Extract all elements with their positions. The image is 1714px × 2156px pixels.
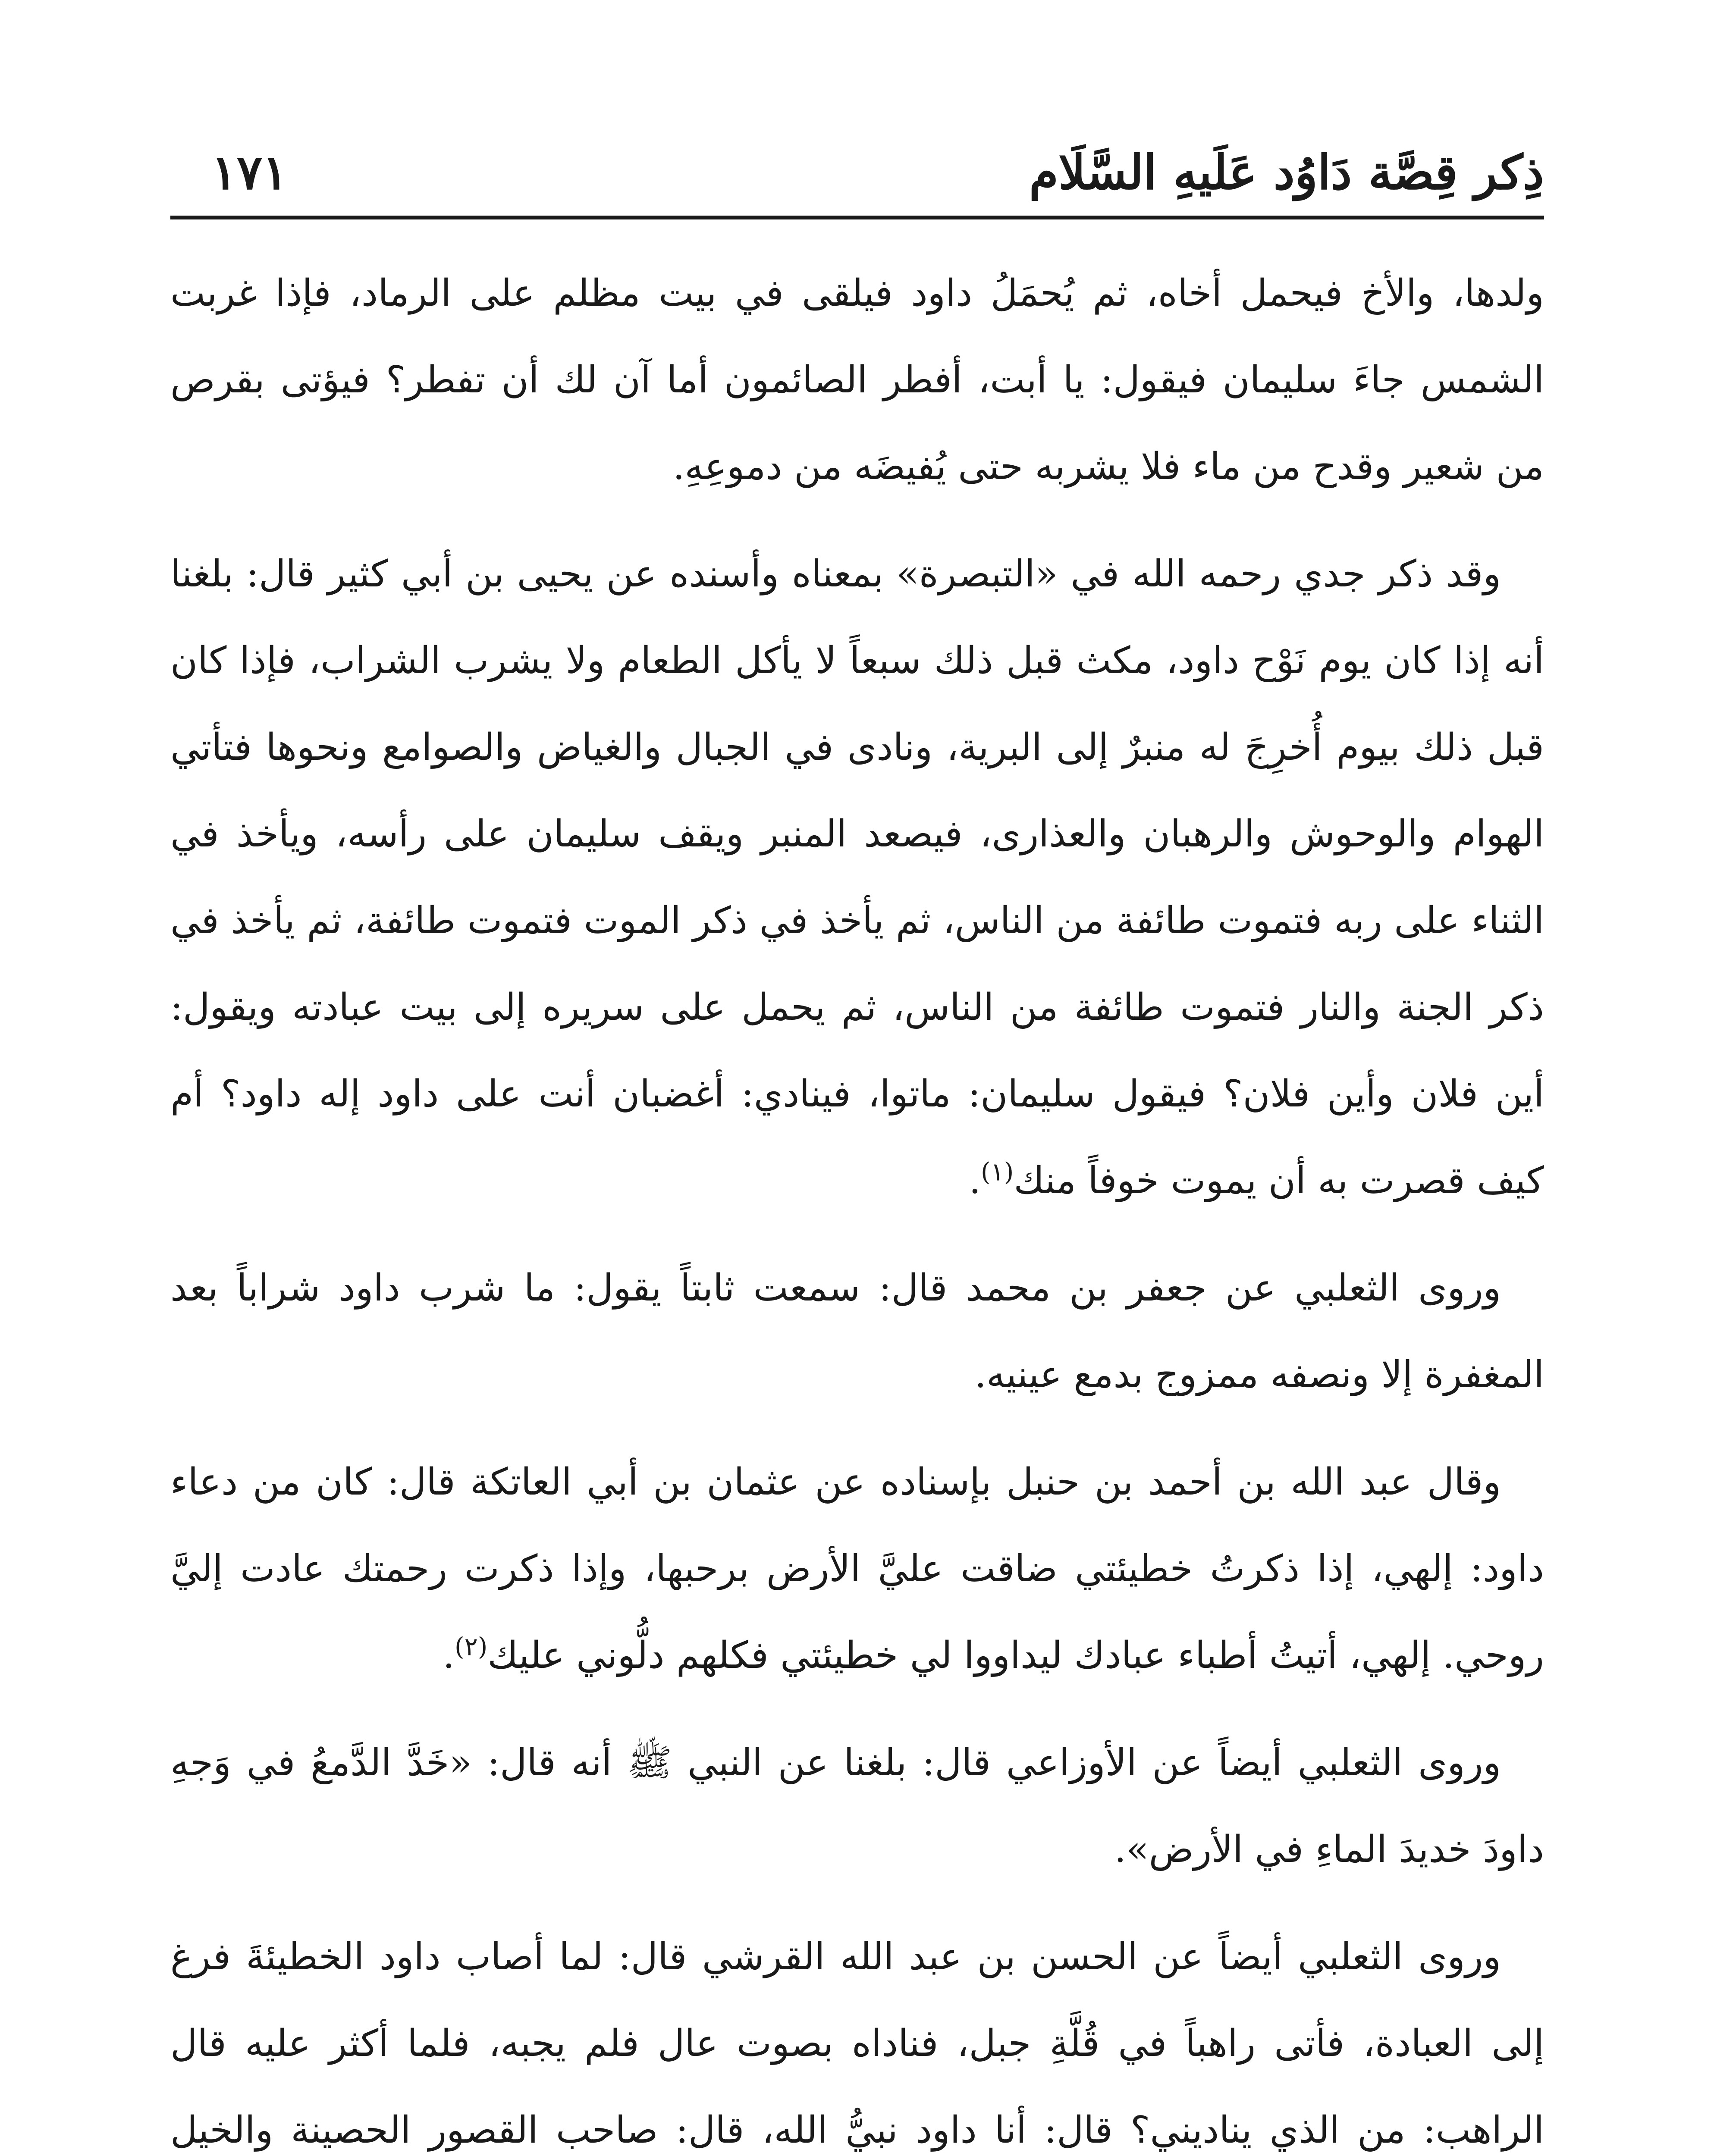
- book-page: [170, 129, 1544, 2156]
- paragraph-text: وقد ذكر جدي رحمه الله في «التبصرة» بمعناه وأسنده عن يحيى بن أبي كثير قال: بلغنا أنه إذا كان يوم نَوْح داود، مكث قبل ذلك سبعاً لا يأكل الطعام ولا يشرب الشراب، فإذا كان قبل ذلك بيوم أُخرِجَ له منبرٌ إلى البرية، ونادى في الجبال والغياض والصوامع ونحوها فتأتي الهوام والوحوش والرهبان والعذارى، فيصعد المنبر ويقف سليمان على رأسه، ويأخذ في الثناء على ربه فتموت طائفة من الناس، ثم يأخذ في ذكر الموت فتموت طائفة، ثم يأخذ في ذكر الجنة والنار فتموت طائفة من الناس، ثم يحمل على سريره إلى بيت عبادته ويقول: أين فلان وأين فلان؟ فيقول سليمان: ماتوا، فينادي: أغضبان أنت على داود إله داود؟ أم كيف قصرت به أن يموت خوفاً منك: [170, 552, 1544, 1202]
- paragraph-text: وقال عبد الله بن أحمد بن حنبل بإسناده عن عثمان بن أبي العاتكة قال: كان من دعاء داود: إلهي، إذا ذكرتُ خطيئتي ضاقت عليَّ الأرض برحبها، وإذا ذكرت رحمتك عادت إليَّ روحي. إلهي، أتيتُ أطباء عبادك ليداووا لي خطيئتي فكلهم دلُّوني عليك: [170, 1460, 1544, 1677]
- paragraph: [170, 1245, 1544, 1418]
- body-text: [170, 250, 1544, 2156]
- chapter-title: ذِكر قِصَّة دَاوُد عَلَيهِ السَّلَام: [1029, 144, 1544, 200]
- paragraph-text: وروى الثعلبي أيضاً عن الحسن بن عبد الله القرشي قال: لما أصاب داود الخطيئةَ فرغ إلى العبادة، فأتى راهباً في قُلَّةِ جبل، فناداه بصوت عال فلم يجبه، فلما أكثر عليه قال الراهب: من الذي يناديني؟ قال: أنا داود نبيُّ الله، قال: صاحب القصور الحصينة والخيل: [170, 1935, 1544, 2152]
- footnote-marker: (٢): [454, 1632, 488, 1661]
- paragraph: وقد ذكر جدي رحمه الله في «التبصرة» بمعناه وأسنده عن يحيى بن أبي كثير قال: بلغنا أنه إذا كان يوم نَوْح داود، مكث قبل ذلك سبعاً لا يأكل الطعام ولا يشرب الشراب، فإذا كان قبل ذلك بيوم أُخرِجَ له منبرٌ إلى البرية، ونادى في الجبال والغياض والصوامع ونحوها فتأتي الهوام والوحوش والرهبان والعذارى، فيصعد المنبر ويقف سليمان على رأسه، ويأخذ في الثناء على ربه فتموت طائفة من الناس، ثم يأخذ في ذكر الموت فتموت طائفة، ثم يأخذ في ذكر الجنة والنار فتموت طائفة من الناس، ثم يحمل على سريره إلى بيت عبادته ويقول: أين فلان وأين فلان؟ فيقول سليمان: ماتوا، فينادي: أغضبان أنت على داود إله داود؟ أم كيف قصرت به أن يموت خوفاً منك$^{(١)}$.: [170, 552, 1544, 1202]
- paragraph-text: وروى الثعلبي أيضاً عن الأوزاعي قال: بلغنا عن النبي ﷺ أنه قال: «خَدَّ الدَّمعُ في وَجهِ داودَ خديدَ الماءِ في الأرض».: [170, 1741, 1544, 1871]
- paragraph-text: وروى الثعلبي عن جعفر بن محمد قال: سمعت ثابتاً يقول: ما شرب داود شراباً بعد المغفرة إلا ونصفه ممزوج بدمع عينيه.: [170, 1266, 1544, 1396]
- footnote-marker: (١): [980, 1157, 1014, 1187]
- running-header: [170, 129, 1544, 219]
- paragraph: [170, 1914, 1544, 2156]
- page-number: ١٧١: [211, 144, 288, 200]
- paragraph: [170, 250, 1544, 510]
- paragraph: وقال عبد الله بن أحمد بن حنبل بإسناده عن عثمان بن أبي العاتكة قال: كان من دعاء داود: إلهي، إذا ذكرتُ خطيئتي ضاقت عليَّ الأرض برحبها، وإذا ذكرت رحمتك عادت إليَّ روحي. إلهي، أتيتُ أطباء عبادك ليداووا لي خطيئتي فكلهم دلُّوني عليك$^{(٢)}$.: [170, 1460, 1544, 1677]
- paragraph-text: ولدها، والأخ فيحمل أخاه، ثم يُحمَلُ داود فيلقى في بيت مظلم على الرماد، فإذا غربت الشمس جاءَ سليمان فيقول: يا أبت، أفطر الصائمون أما آن لك أن تفطر؟ فيؤتى بقرص من شعير وقدح من ماء فلا يشربه حتى يُفيضَه من دموعِهِ.: [170, 272, 1544, 488]
- paragraph: [170, 1720, 1544, 1893]
